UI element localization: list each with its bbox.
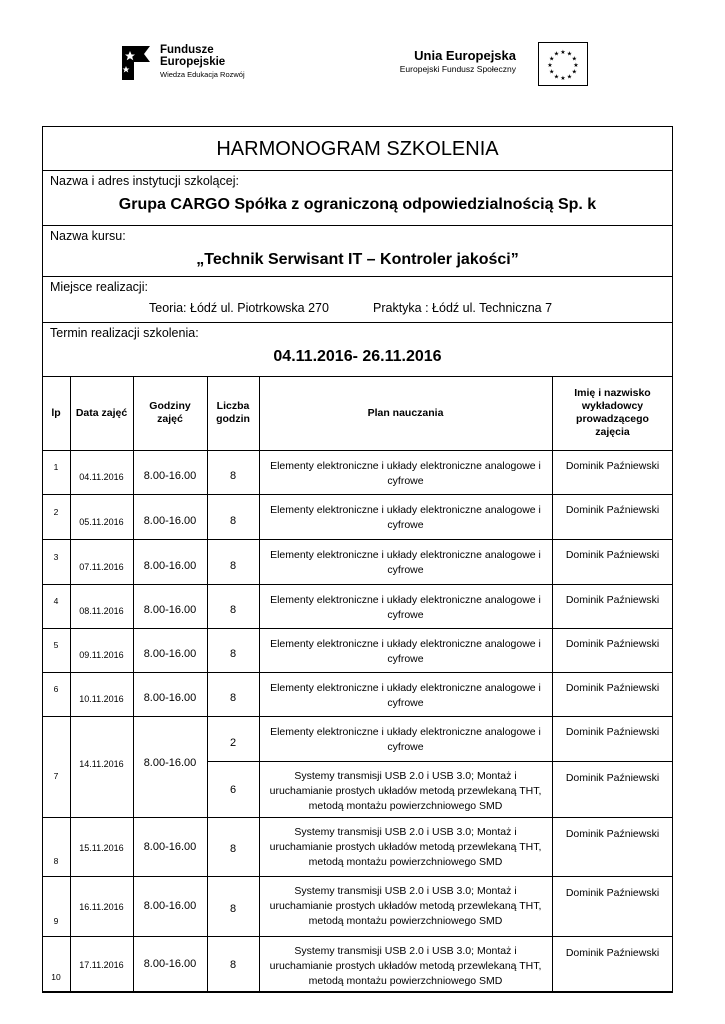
course-label: Nazwa kursu: (50, 229, 126, 243)
row-date: 15.11.2016 (79, 842, 124, 853)
row-date: 04.11.2016 (79, 472, 124, 482)
row-plan: Systemy transmisji USB 2.0 i USB 3.0; Montaż i uruchamianie prostych układów metodą przewlekaną THT, metodą montażu powierzchniowego SMD (269, 945, 542, 987)
row-count: 8 (229, 559, 237, 572)
row-lecturer: Dominik Paźniewski (565, 726, 660, 738)
table-row-divider (42, 539, 673, 540)
eu-star-icon: ★ (566, 50, 573, 58)
eu-star-icon: ★ (560, 75, 566, 82)
table-row-divider (207, 761, 673, 762)
divider (42, 322, 673, 323)
eu-flag-icon (538, 42, 588, 86)
row-date: 14.11.2016 (79, 758, 124, 769)
header-count: Liczba godzin (216, 400, 250, 425)
row-hours: 8.00-16.00 (143, 756, 197, 769)
row-date: 08.11.2016 (79, 606, 124, 616)
row-count: 8 (229, 470, 237, 482)
term-label: Termin realizacji szkolenia: (50, 326, 199, 340)
header-lp: lp (51, 406, 61, 419)
page-title: HARMONOGRAM SZKOLENIA (216, 138, 499, 160)
row-count: 6 (229, 784, 237, 796)
row-lp: 6 (53, 684, 59, 694)
row-lecturer: Dominik Paźniewski (565, 947, 660, 959)
row-plan: Systemy transmisji USB 2.0 i USB 3.0; Montaż i uruchamianie prostych układów metodą przewlekaną THT, metodą montażu powierzchniowego SMD (269, 826, 542, 868)
row-count: 8 (229, 843, 237, 855)
row-hours: 8.00-16.00 (143, 514, 197, 527)
table-row-divider (42, 672, 673, 673)
ue-logo-line2: Europejski Fundusz Społeczny (399, 64, 516, 74)
ue-logo-line1: Unia Europejska (414, 48, 516, 63)
table-row-divider (42, 716, 673, 717)
row-hours: 8.00-16.00 (143, 470, 197, 482)
row-count: 8 (229, 514, 237, 527)
row-lp: 3 (53, 551, 59, 562)
row-lp: 1 (53, 462, 59, 472)
row-hours: 8.00-16.00 (143, 958, 197, 970)
eu-star-icon: ★ (547, 62, 553, 69)
row-date: 09.11.2016 (79, 650, 124, 660)
eu-star-icon: ★ (560, 49, 566, 56)
institution-label: Nazwa i adres instytucji szkolącej: (50, 174, 239, 188)
divider (42, 225, 673, 226)
row-count: 8 (229, 648, 237, 660)
row-lecturer: Dominik Paźniewski (565, 682, 660, 694)
row-hours: 8.00-16.00 (143, 900, 197, 912)
row-date: 07.11.2016 (79, 561, 124, 572)
institution-name: Grupa CARGO Spółka z ograniczoną odpowiedzialnością Sp. k (118, 196, 597, 213)
row-count: 2 (229, 736, 237, 749)
table-row-divider (42, 628, 673, 629)
row-date: 05.11.2016 (79, 516, 124, 527)
term-dates: 04.11.2016- 26.11.2016 (273, 348, 442, 365)
fe-logo-line1: Fundusze (160, 44, 214, 56)
divider (42, 170, 673, 171)
row-lp: 7 (53, 770, 59, 781)
table-row-divider (42, 936, 673, 937)
eu-star-icon: ★ (549, 55, 555, 63)
row-plan: Elementy elektroniczne i układy elektroniczne analogowe i cyfrowe (270, 460, 541, 487)
table-column-divider (259, 376, 260, 992)
eu-star-icon: ★ (571, 55, 577, 63)
header-hours: Godziny zajęć (149, 400, 191, 425)
table-row-divider (42, 584, 673, 585)
row-plan: Elementy elektroniczne i układy elektroniczne analogowe i cyfrowe (270, 682, 541, 709)
row-lp: 2 (53, 506, 59, 517)
row-lecturer: Dominik Paźniewski (565, 638, 660, 650)
row-hours: 8.00-16.00 (143, 559, 197, 572)
row-hours: 8.00-16.00 (143, 692, 197, 704)
table-row-divider (42, 450, 673, 451)
row-lecturer: Dominik Paźniewski (565, 887, 660, 899)
row-plan: Elementy elektroniczne i układy elektroniczne analogowe i cyfrowe (270, 638, 541, 665)
row-plan: Elementy elektroniczne i układy elektroniczne analogowe i cyfrowe (270, 549, 541, 576)
row-hours: 8.00-16.00 (143, 604, 197, 616)
eu-star-icon: ★ (566, 73, 573, 81)
row-plan: Systemy transmisji USB 2.0 i USB 3.0; Montaż i uruchamianie prostych układów metodą przewlekaną THT, metodą montażu powierzchniowego SMD (269, 770, 542, 812)
eu-star-icon: ★ (571, 68, 577, 76)
row-lecturer: Dominik Paźniewski (565, 460, 660, 472)
row-lp: 4 (53, 596, 59, 606)
row-lp: 5 (53, 640, 59, 650)
row-lp: 8 (53, 856, 59, 866)
divider (42, 276, 673, 277)
eu-star-icon: ★ (553, 50, 560, 58)
header-plan: Plan nauczania (367, 406, 444, 419)
unia-europejska-logo (372, 42, 588, 88)
divider (42, 376, 673, 377)
row-lecturer: Dominik Paźniewski (565, 594, 660, 606)
row-date: 17.11.2016 (79, 960, 124, 970)
row-hours: 8.00-16.00 (143, 840, 197, 853)
row-plan: Elementy elektroniczne i układy elektroniczne analogowe i cyfrowe (270, 726, 541, 753)
fe-logo-line2: Europejskie (160, 56, 226, 68)
fe-star-flag-icon (120, 42, 154, 82)
table-row-divider (42, 817, 673, 818)
header-lecturer: Imię i nazwisko wykładowcy prowadzącego zajęcia (574, 387, 651, 438)
row-plan: Elementy elektroniczne i układy elektroniczne analogowe i cyfrowe (270, 594, 541, 621)
row-lecturer: Dominik Paźniewski (565, 828, 660, 840)
row-count: 8 (229, 604, 237, 616)
eu-star-icon: ★ (573, 62, 579, 69)
row-plan: Systemy transmisji USB 2.0 i USB 3.0; Montaż i uruchamianie prostych układów metodą przewlekaną THT, metodą montażu powierzchniowego SMD (269, 885, 542, 927)
fe-logo-line3: Wiedza Edukacja Rozwój (160, 70, 245, 79)
row-hours: 8.00-16.00 (143, 648, 197, 660)
eu-star-icon: ★ (553, 73, 560, 81)
location-practice: Praktyka : Łódź ul. Techniczna 7 (373, 301, 553, 315)
course-name: „Technik Serwisant IT – Kontroler jakości” (196, 251, 519, 268)
fundusze-europejskie-logo (120, 42, 280, 88)
table-row-divider (42, 876, 673, 877)
row-count: 8 (229, 959, 237, 971)
row-date: 10.11.2016 (79, 694, 124, 704)
eu-star-icon: ★ (549, 68, 555, 76)
row-count: 8 (229, 903, 237, 915)
table-row-divider (42, 494, 673, 495)
table-row-divider (42, 992, 673, 993)
header-date: Data zajęć (75, 406, 128, 419)
row-lecturer: Dominik Paźniewski (565, 772, 660, 784)
location-label: Miejsce realizacji: (50, 280, 148, 294)
row-count: 8 (229, 692, 237, 704)
row-lp: 10 (51, 972, 61, 982)
location-theory: Teoria: Łódź ul. Piotrkowska 270 (149, 301, 329, 315)
row-lp: 9 (53, 916, 59, 926)
row-lecturer: Dominik Paźniewski (565, 504, 660, 516)
row-date: 16.11.2016 (79, 902, 124, 912)
row-plan: Elementy elektroniczne i układy elektroniczne analogowe i cyfrowe (270, 504, 541, 531)
row-lecturer: Dominik Paźniewski (565, 549, 660, 561)
